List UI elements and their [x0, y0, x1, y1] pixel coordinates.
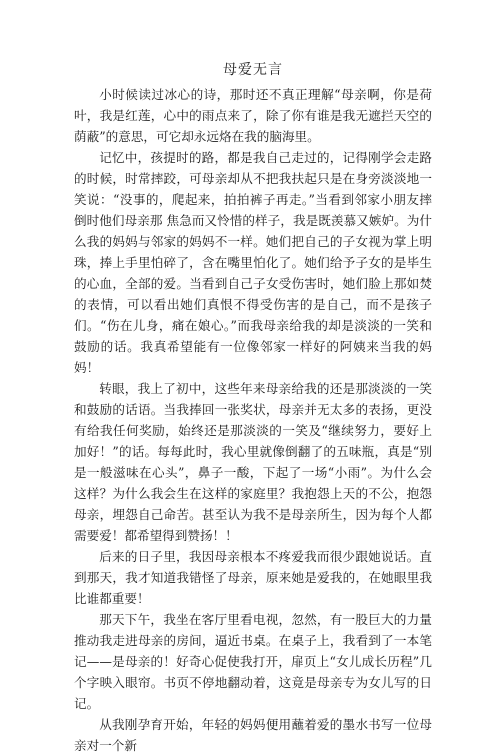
paragraph: 转眼，我上了初中，这些年来母亲给我的还是那淡淡的一笑和鼓励的话语。当我捧回一张奖状，母亲并无太多的表扬，更没有给我任何奖励，始终还是那淡淡的一笑及“继续努力，要好上加好！”的话。每每此时，我心里就像倒翻了的五味瓶，真是“别是一般滋味在心头”，鼻子一酸，下起了一场“小雨”。为什么会这样？为什么我会生在这样的家庭里？我抱怨上天的不公，抱怨母亲，埋怨自己命苦。甚至认为我不是母亲所生，因为每个人都需要爱！都希望得到赞扬！！	[74, 381, 432, 543]
paragraph: 从我刚孕育开始，年轻的妈妈便用蘸着爱的墨水书写一位母亲对一个新	[74, 717, 432, 753]
article-title: 母爱无言	[223, 62, 283, 78]
paragraph: 那天下午，我坐在客厅里看电视，忽然，有一股巨大的力量推动我走进母亲的房间，逼近书桌。在桌子上，我看到了一本笔记——是母亲的！好奇心促使我打开，扉页上“女儿成长历程”几个字映入眼帘。书页不停地翻动着，这竟是母亲专为女儿写的日记。	[74, 612, 432, 711]
paragraph: 记忆中，孩提时的路，都是我自己走过的，记得刚学会走路的时候，时常摔跤，可母亲却从不把我扶起只是在身旁淡淡地一笑说：“没事的，爬起来，拍拍裤子再走。”当看到邻家小朋友摔倒时他们母亲那 焦急而又怜惜的样子，我是既羡慕又嫉妒。为什么我的妈妈与邻家的妈妈不一样。她们把自己的子女视为掌上明珠，捧上手里怕碎了，含在嘴里怕化了。她们给予子女的是毕生的心血，全部的爱。当看到自己子女受伤害时，她们脸上那如焚的表情，可以看出她们真恨不得受伤害的是自己，而不是孩子们。“伤在儿身，痛在娘心。”而我母亲给我的却是淡淡的一笑和鼓励的话。我真希望能有一位像邻家一样好的阿姨来当我的妈妈！	[74, 150, 432, 375]
paragraph: 小时候读过冰心的诗，那时还不真正理解“母亲啊，你是荷叶，我是红莲，心中的雨点来了，除了你有谁是我无遮拦天空的荫蔽”的意思，可它却永远烙在我的脑海里。	[74, 87, 432, 144]
paragraph: 后来的日子里，我因母亲根本不疼爱我而很少跟她说话。直到那天，我才知道我错怪了母亲，原来她是爱我的，在她眼里我比谁都重要！	[74, 549, 432, 606]
article	[74, 60, 432, 756]
